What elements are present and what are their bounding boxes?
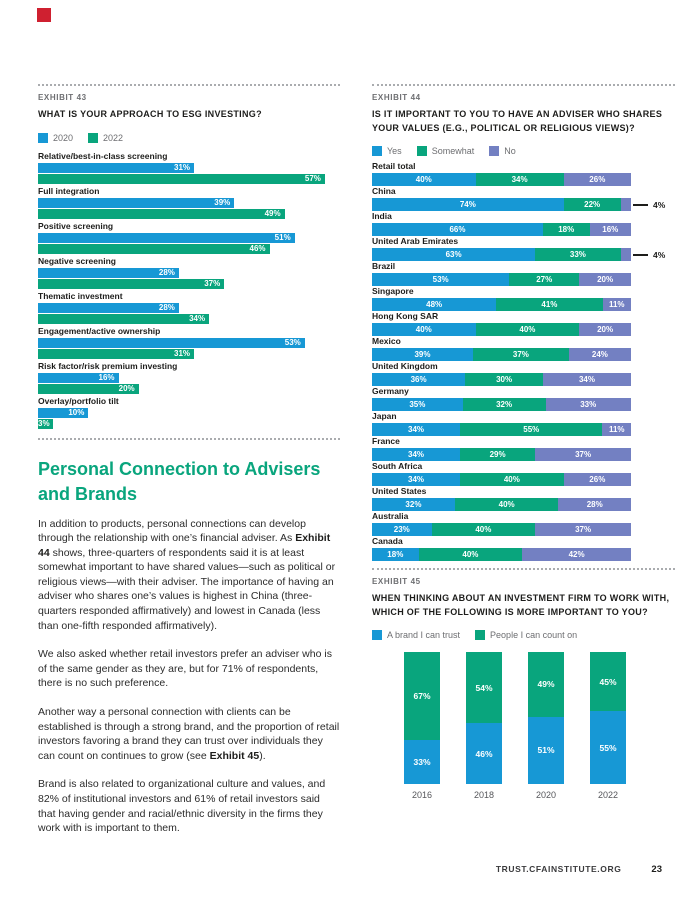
segment-yes: 53%: [372, 273, 509, 286]
legend-swatch: [38, 133, 48, 143]
exhibit43-label: EXHIBIT 43: [38, 93, 87, 102]
bar-group-label: Engagement/active ownership: [38, 325, 161, 336]
bar-2022: 20%: [38, 384, 139, 394]
bar-2022: 31%: [38, 349, 194, 359]
legend-label: People I can count on: [490, 630, 578, 640]
bar-group: [38, 291, 340, 324]
paragraph: [38, 647, 340, 691]
column-segment: 45%: [590, 652, 626, 711]
segment-somewhat: 29%: [460, 448, 535, 461]
red-corner-mark: [37, 8, 51, 22]
year-label: 2022: [597, 790, 619, 800]
segment-yes: 63%: [372, 248, 535, 261]
country-label: United States: [372, 486, 427, 496]
column-bar: [528, 652, 564, 784]
segment-no: 16%: [590, 223, 631, 236]
segment-somewhat: 41%: [496, 298, 602, 311]
bar-group: [38, 256, 340, 289]
stacked-bar-row: [372, 186, 675, 211]
exhibit45-label: EXHIBIT 45: [372, 577, 421, 586]
column-segment: 55%: [590, 711, 626, 784]
article: [38, 457, 340, 836]
paragraph-text: In addition to products, personal connections can develop through the relationship with one’s financial adviser. As: [38, 517, 306, 545]
left-column: [38, 84, 340, 850]
legend-item: [372, 630, 460, 640]
country-label: South Africa: [372, 461, 423, 471]
legend-item: [417, 146, 475, 156]
callout-line: [633, 254, 648, 256]
segment-somewhat: 37%: [473, 348, 569, 361]
exhibit44-chart: [372, 161, 675, 561]
stacked-bar-row: [372, 311, 675, 336]
exhibit-reference: Exhibit 44: [38, 532, 331, 559]
segment-yes: 34%: [372, 473, 460, 486]
exhibit45-title: WHEN THINKING ABOUT AN INVESTMENT FIRM TO WORK WITH, WHICH OF THE FOLLOWING IS MORE IMPORTANT TO YOU?: [372, 593, 670, 617]
segment-somewhat: 27%: [509, 273, 579, 286]
segment-somewhat: 40%: [460, 473, 564, 486]
segment-yes: 35%: [372, 398, 463, 411]
exhibit44-title: IS IT IMPORTANT TO YOU TO HAVE AN ADVISER WHO SHARES YOUR VALUES (E.G., POLITICAL OR RELIGIOUS VIEWS)?: [372, 109, 663, 133]
footer-url: TRUST.CFAINSTITUTE.ORG: [495, 864, 622, 874]
stacked-bar: [372, 373, 631, 386]
segment-no: 11%: [602, 423, 630, 436]
exhibit44-label: EXHIBIT 44: [372, 93, 421, 102]
paragraph: [38, 705, 340, 763]
column-segment: 67%: [404, 652, 440, 740]
stacked-bar: [372, 398, 631, 411]
stacked-column: [466, 652, 502, 800]
segment-no: 20%: [579, 273, 631, 286]
segment-no: 42%: [522, 548, 631, 561]
stacked-column: [404, 652, 440, 800]
country-label: Mexico: [372, 336, 401, 346]
stacked-bar: [372, 448, 631, 461]
stacked-bar-row: [372, 361, 675, 386]
paragraph-text: We also asked whether retail investors prefer an adviser who is of the same gender as they are, but for 71% of respondents, there is no such preference.: [38, 648, 332, 690]
segment-somewhat: 32%: [463, 398, 546, 411]
column-bar: [466, 652, 502, 784]
bar-2022: 46%: [38, 244, 270, 254]
segment-somewhat: 40%: [432, 523, 536, 536]
legend-item: [38, 133, 73, 143]
callout: [633, 198, 665, 211]
exhibit43-chart: [38, 151, 340, 429]
segment-yes: 40%: [372, 323, 476, 336]
exhibit43-legend: [38, 133, 340, 143]
segment-no: 33%: [546, 398, 631, 411]
legend-swatch: [417, 146, 427, 156]
segment-somewhat: 18%: [543, 223, 590, 236]
bar-2020: 53%: [38, 338, 305, 348]
callout-line: [633, 204, 648, 206]
stacked-bar-row: [372, 486, 675, 511]
country-label: Singapore: [372, 286, 414, 296]
exhibit45-legend: [372, 630, 675, 640]
segment-somewhat: 30%: [465, 373, 543, 386]
segment-yes: 39%: [372, 348, 473, 361]
stacked-bar: [372, 473, 631, 486]
bar-group-label: Risk factor/risk premium investing: [38, 360, 178, 371]
legend-item: [88, 133, 123, 143]
bar-2022: 57%: [38, 174, 325, 184]
segment-yes: 34%: [372, 423, 460, 436]
segment-no: 20%: [579, 323, 631, 336]
segment-no: [621, 248, 631, 261]
stacked-bar: [372, 423, 631, 436]
paragraph-text: Another way a personal connection with clients can be established is through a strong brand, and the proportion of retail investors favoring a brand they can trust over individuals they can count on continues to grow (see: [38, 706, 340, 762]
country-label: Canada: [372, 536, 403, 546]
segment-no: 34%: [543, 373, 631, 386]
segment-somewhat: 34%: [476, 173, 564, 186]
segment-no: 37%: [535, 448, 631, 461]
bar-2022: 49%: [38, 209, 285, 219]
segment-no: 28%: [558, 498, 631, 511]
legend-label: No: [504, 146, 516, 156]
callout: [633, 248, 665, 261]
stacked-bar-row: [372, 511, 675, 536]
article-heading: Personal Connection to Advisers and Brands: [38, 458, 321, 504]
bar-group: [38, 186, 340, 219]
exhibit-44: [372, 84, 675, 570]
legend-swatch: [372, 630, 382, 640]
paragraph: [38, 517, 340, 634]
legend-swatch: [489, 146, 499, 156]
stacked-bar-row: [372, 336, 675, 361]
bar-group-label: Relative/best-in-class screening: [38, 150, 168, 161]
country-label: Germany: [372, 386, 409, 396]
segment-no: 37%: [535, 523, 631, 536]
legend-label: Somewhat: [431, 146, 475, 156]
bar-group: [38, 151, 340, 184]
segment-yes: 48%: [372, 298, 496, 311]
year-label: 2018: [473, 790, 495, 800]
exhibit-45: [372, 577, 675, 800]
callout-value: 4%: [653, 199, 666, 210]
stacked-bar: [372, 223, 631, 236]
column-segment: 33%: [404, 740, 440, 784]
bar-2020: 31%: [38, 163, 194, 173]
stacked-bar-row: [372, 436, 675, 461]
stacked-bar-row: [372, 286, 675, 311]
paragraph-text: ).: [259, 749, 266, 762]
stacked-bar: [372, 273, 631, 286]
bar-group: [38, 361, 340, 394]
paragraph: [38, 777, 340, 835]
divider-top-left: [38, 84, 340, 86]
divider-below-exhibit44: [372, 568, 675, 570]
stacked-bar: [372, 548, 631, 561]
segment-yes: 36%: [372, 373, 465, 386]
exhibit-reference: Exhibit 45: [209, 749, 260, 762]
stacked-bar-row: [372, 536, 675, 561]
bar-2022: 34%: [38, 314, 209, 324]
legend-swatch: [372, 146, 382, 156]
column-bar: [404, 652, 440, 784]
segment-no: 11%: [603, 298, 631, 311]
column-segment: 54%: [466, 652, 502, 723]
stacked-bar-row: [372, 411, 675, 436]
bar-group-label: Full integration: [38, 185, 100, 196]
country-label: France: [372, 436, 400, 446]
bar-2020: 10%: [38, 408, 88, 418]
exhibit45-chart: [372, 652, 675, 800]
bar-group: [38, 221, 340, 254]
country-label: Australia: [372, 511, 409, 521]
segment-somewhat: 40%: [419, 548, 523, 561]
segment-yes: 32%: [372, 498, 455, 511]
segment-yes: 34%: [372, 448, 460, 461]
segment-somewhat: 40%: [455, 498, 559, 511]
segment-yes: 23%: [372, 523, 432, 536]
segment-somewhat: 22%: [564, 198, 621, 211]
callout-value: 4%: [653, 249, 666, 260]
bar-group-label: Positive screening: [38, 220, 114, 231]
stacked-bar-row: [372, 236, 675, 261]
country-label: United Arab Emirates: [372, 236, 459, 246]
year-label: 2020: [535, 790, 557, 800]
stacked-bar: [372, 173, 631, 186]
legend-label: 2022: [103, 132, 124, 143]
bar-group: [38, 396, 340, 429]
bar-2020: 16%: [38, 373, 119, 383]
bar-2022: 37%: [38, 279, 224, 289]
stacked-bar: [372, 298, 631, 311]
bar-2020: 28%: [38, 303, 179, 313]
country-label: China: [372, 186, 396, 196]
legend-swatch: [88, 133, 98, 143]
column-segment: 51%: [528, 717, 564, 784]
stacked-bar: [372, 348, 631, 361]
country-label: United Kingdom: [372, 361, 438, 371]
legend-label: Yes: [387, 146, 402, 156]
bar-group-label: Overlay/portfolio tilt: [38, 395, 119, 406]
legend-label: 2020: [53, 132, 74, 143]
column-bar: [590, 652, 626, 784]
column-segment: 49%: [528, 652, 564, 717]
segment-yes: 18%: [372, 548, 419, 561]
segment-yes: 74%: [372, 198, 564, 211]
paragraph-text: shows, three-quarters of respondents said it is at least somewhat important to have shared values—such as political or religious views—with their adviser. The importance of having an adviser who shares one’s values is highest in China (three-quarters responded affirmatively) and lowest in Canada (less than one-fifth responded affirmatively).: [38, 546, 336, 632]
stacked-bar-row: [372, 386, 675, 411]
legend-item: [489, 146, 516, 156]
segment-no: [621, 198, 631, 211]
bar-2020: 39%: [38, 198, 234, 208]
country-label: Japan: [372, 411, 397, 421]
year-label: 2016: [411, 790, 433, 800]
country-label: India: [372, 211, 392, 221]
stacked-bar-row: [372, 261, 675, 286]
segment-no: 24%: [569, 348, 631, 361]
divider-top-right: [372, 84, 675, 86]
stacked-bar: [372, 248, 631, 261]
segment-yes: 40%: [372, 173, 476, 186]
bar-group-label: Negative screening: [38, 255, 116, 266]
right-column: [372, 84, 675, 800]
legend-item: [372, 146, 402, 156]
exhibit44-legend: [372, 146, 675, 156]
legend-label: A brand I can trust: [387, 630, 461, 640]
bar-group-label: Thematic investment: [38, 290, 123, 301]
paragraph-text: Brand is also related to organizational culture and values, and 82% of institutional investors and 61% of retail investors said that having gender and racial/ethnic diversity in the firms they work with is important to them.: [38, 778, 326, 835]
stacked-bar: [372, 523, 631, 536]
bar-2020: 28%: [38, 268, 179, 278]
segment-somewhat: 55%: [460, 423, 602, 436]
footer: [496, 864, 662, 875]
country-label: Hong Kong SAR: [372, 311, 439, 321]
segment-yes: 66%: [372, 223, 543, 236]
column-segment: 46%: [466, 723, 502, 784]
segment-no: 26%: [564, 173, 631, 186]
page-number: 23: [651, 864, 662, 875]
stacked-bar-row: [372, 161, 675, 186]
segment-somewhat: 40%: [476, 323, 580, 336]
stacked-bar-row: [372, 211, 675, 236]
segment-no: 26%: [564, 473, 631, 486]
segment-somewhat: 33%: [535, 248, 620, 261]
exhibit43-title: WHAT IS YOUR APPROACH TO ESG INVESTING?: [38, 109, 262, 119]
stacked-bar: [372, 498, 631, 511]
stacked-column: [590, 652, 626, 800]
stacked-bar: [372, 323, 631, 336]
article-paragraphs: [38, 517, 340, 836]
legend-swatch: [475, 630, 485, 640]
exhibit-43: [38, 84, 340, 440]
stacked-column: [528, 652, 564, 800]
stacked-bar: [372, 198, 631, 211]
divider-below-exhibit43: [38, 438, 340, 440]
bar-2022: 3%: [38, 419, 53, 429]
legend-item: [475, 630, 577, 640]
stacked-bar-row: [372, 461, 675, 486]
bar-group: [38, 326, 340, 359]
country-label: Retail total: [372, 161, 416, 171]
bar-2020: 51%: [38, 233, 295, 243]
country-label: Brazil: [372, 261, 396, 271]
